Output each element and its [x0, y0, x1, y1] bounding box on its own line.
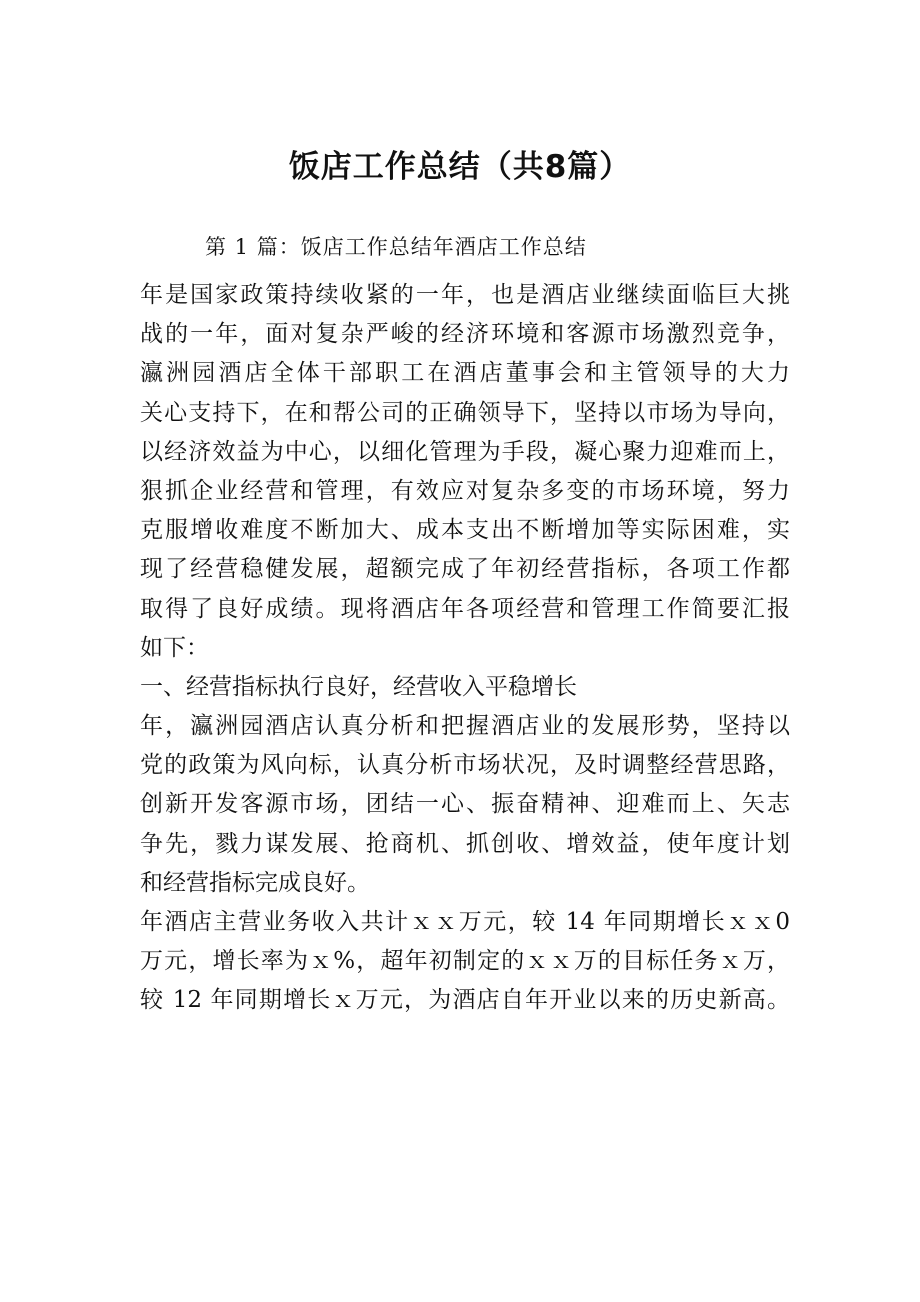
body-line: 以经济效益为中心，以细化管理为手段，凝心聚力迎难而上， [140, 438, 790, 465]
body-line: 年，瀛洲园酒店认真分析和把握酒店业的发展形势，坚持以 [140, 713, 790, 740]
body-line: 和经营指标完成良好。 [140, 869, 370, 896]
body-line: 万元，增长率为ｘ%，超年初制定的ｘｘ万的目标任务ｘ万， [140, 948, 790, 975]
section-heading: 一、经营指标执行良好，经营收入平稳增长 [140, 673, 577, 700]
body-line: 年酒店主营业务收入共计ｘｘ万元，较 14 年同期增长ｘｘ0 [140, 909, 790, 935]
body-line: 现了经营稳健发展，超额完成了年初经营指标，各项工作都 [140, 556, 790, 583]
body-line: 瀛洲园酒店全体干部职工在酒店董事会和主管领导的大力 [140, 360, 790, 387]
chapter-heading: 第 1 篇：饭店工作总结年酒店工作总结 [205, 235, 587, 259]
body-line: 战的一年，面对复杂严峻的经济环境和客源市场激烈竞争， [140, 321, 790, 348]
document-title: 饭店工作总结（共8篇） [288, 149, 632, 185]
body-line: 争先，戮力谋发展、抢商机、抓创收、增效益，使年度计划 [140, 830, 790, 857]
body-line: 克服增收难度不断加大、成本支出不断增加等实际困难，实 [140, 517, 790, 544]
body-line: 创新开发客源市场，团结一心、振奋精神、迎难而上、矢志 [140, 791, 790, 818]
body-line: 党的政策为风向标，认真分析市场状况，及时调整经营思路， [140, 752, 790, 779]
body-line: 如下： [140, 634, 209, 661]
body-line: 狠抓企业经营和管理，有效应对复杂多变的市场环境，努力 [140, 477, 790, 504]
body-line: 较 12 年同期增长ｘ万元，为酒店自年开业以来的历史新高。 [140, 987, 790, 1014]
body-line: 关心支持下，在和帮公司的正确领导下，坚持以市场为导向， [140, 399, 790, 426]
body-line: 年是国家政策持续收紧的一年，也是酒店业继续面临巨大挑 [140, 282, 790, 308]
document-body [140, 276, 790, 1021]
body-line: 取得了良好成绩。现将酒店年各项经营和管理工作简要汇报 [140, 595, 790, 622]
